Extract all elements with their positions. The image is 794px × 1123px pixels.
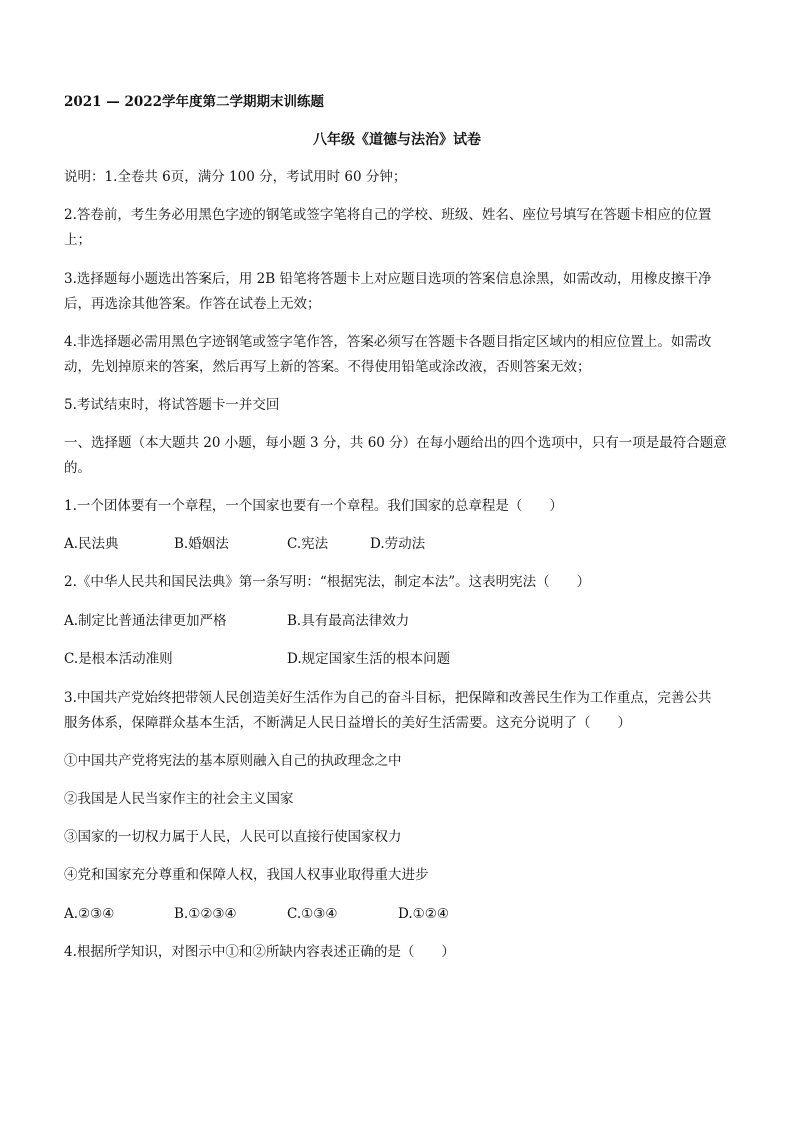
question-2-option-d: D.规定国家生活的根本问题 <box>287 651 451 667</box>
question-3-stem-a: 3.中国共产党始终把带领人民创造美好生活作为自己的奋斗目标，把保障和改善民生作为工作重点，完善公共 <box>64 690 712 706</box>
question-3-option-a: A.②③④ <box>64 906 115 922</box>
question-2-option-b: B.具有最高法律效力 <box>287 613 410 629</box>
question-3-option-d: D.①②④ <box>398 906 449 922</box>
section-heading-b: 的。 <box>64 460 91 476</box>
instruction-item-4a: 4.非选择题必需用黑色字迹钢笔或签字笔作答，答案必须写在答题卡各题目指定区域内的相应位置上。如需改 <box>64 334 712 350</box>
question-1-option-d: D.劳动法 <box>370 536 426 552</box>
question-1-option-c: C.宪法 <box>287 536 329 552</box>
section-heading-a: 一、选择题（本大题共 20 小题，每小题 3 分，共 60 分）在每小题给出的四个选项中，只有一项是最符合题意 <box>64 435 727 451</box>
instruction-item-3a: 3.选择题每小题选出答案后，用 2B 铅笔将答题卡上对应题目选项的答案信息涂黑，如需改动，用橡皮擦干净 <box>64 271 712 287</box>
question-3-statement-2: ②我国是人民当家作主的社会主义国家 <box>64 791 294 807</box>
question-1-stem: 1.一个团体要有一个章程，一个国家也要有一个章程。我们国家的总章程是（ ） <box>64 498 563 514</box>
question-3-statement-4: ④党和国家充分尊重和保障人权，我国人权事业取得重大进步 <box>64 867 429 883</box>
question-3-statement-3: ③国家的一切权力属于人民，人民可以直接行使国家权力 <box>64 829 402 845</box>
question-3-option-c: C.①③④ <box>287 906 338 922</box>
question-2-stem: 2.《中华人民共和国民法典》第一条写明：“根据宪法，制定本法”。这表明宪法（ ） <box>64 574 591 590</box>
instruction-item-2b: 上； <box>64 232 91 248</box>
question-2-option-c: C.是根本活动准则 <box>64 651 173 667</box>
instruction-item-2a: 2.答卷前，考生务必用黑色字迹的钢笔或签字笔将自己的学校、班级、姓名、座位号填写在答题卡相应的位置 <box>64 207 712 223</box>
year-title: 2021 — 2022学年度第二学期期末训练题 <box>64 94 325 110</box>
question-3-option-b: B.①②③④ <box>174 906 237 922</box>
question-1-option-a: A.民法典 <box>64 536 119 552</box>
instruction-item-3b: 后，再选涂其他答案。作答在试卷上无效； <box>64 296 321 312</box>
question-3-stem-b: 服务体系，保障群众基本生活，不断满足人民日益增长的美好生活需要。这充分说明了（ ） <box>64 715 631 731</box>
exam-title: 八年级《道德与法治》试卷 <box>313 132 481 148</box>
instruction-line-1: 说明：1.全卷共 6页，满分 100 分，考试用时 60 分钟； <box>64 169 407 185</box>
question-3-statement-1: ①中国共产党将宪法的基本原则融入自己的执政理念之中 <box>64 753 402 769</box>
question-4-stem: 4.根据所学知识，对图示中①和②所缺内容表述正确的是（ ） <box>64 944 455 960</box>
instruction-item-4b: 动，先划掉原来的答案，然后再写上新的答案。不得使用铅笔或涂改液，否则答案无效； <box>64 359 591 375</box>
question-1-option-b: B.婚姻法 <box>174 536 229 552</box>
instruction-item-5: 5.考试结束时，将试答题卡一并交回 <box>64 397 280 413</box>
question-2-option-a: A.制定比普通法律更加严格 <box>64 613 227 629</box>
